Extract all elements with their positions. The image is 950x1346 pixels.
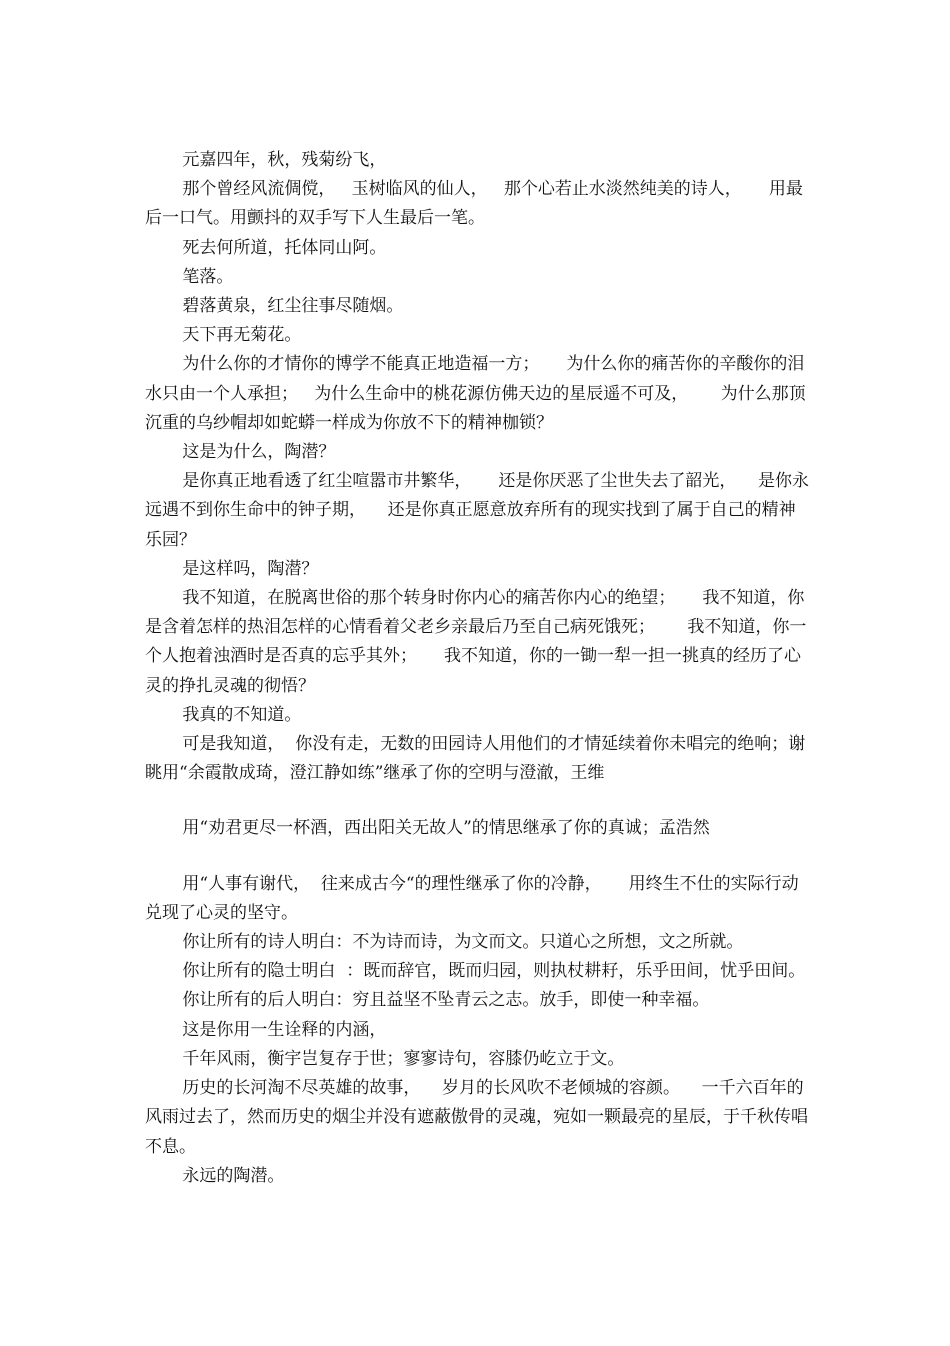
paragraph-7: 为什么你的才情你的博学不能真正地造福一方； 为什么你的痛苦你的辛酸你的泪水只由一个人承担； 为什么生命中的桃花源仿佛天边的星辰遥不可及， 为什么那顶沉重的乌纱帽却如蛇蟒一样成为你放不下的精神枷锁？ <box>145 354 806 433</box>
paragraph-15: 用“人事有谢代， 往来成古今“的理性继承了你的冷静， 用终生不仕的实际行动兑现了心灵的坚守。 <box>145 873 799 923</box>
paragraph-1: 元嘉四年，秋，残菊纷飞， <box>182 150 387 170</box>
paragraph-13: 可是我知道， 你没有走，无数的田园诗人用他们的才情延续着你未唱完的绝响；谢眺用“余霞散成琦，澄江静如练”继承了你的空明与澄澈，王维 <box>145 734 806 784</box>
paragraph-22: 永远的陶潜。 <box>182 1165 285 1186</box>
essay-body <box>145 146 810 1191</box>
paragraph-19: 这是你用一生诠释的内涵， <box>182 1019 387 1040</box>
paragraph-4: 笔落。 <box>182 266 234 287</box>
paragraph-17: 你让所有的隐士明白 ：既而辞官，既而归园，则执杖耕耔，乐乎田间，忧乎田间。 <box>182 961 806 982</box>
paragraph-14: 用“劝君更尽一杯酒，西出阳关无故人”的情思继承了你的真诚；孟浩然 <box>182 818 710 839</box>
paragraph-3: 死去何所道，托体同山阿。 <box>182 237 387 258</box>
paragraph-18: 你让所有的后人明白：穷且益坚不坠青云之志。放手，即使一种幸福。 <box>182 990 710 1011</box>
paragraph-12: 我真的不知道。 <box>182 704 302 725</box>
paragraph-gap <box>145 844 810 870</box>
paragraph-5: 碧落黄泉，红尘往事尽随烟。 <box>182 296 404 317</box>
paragraph-21: 历史的长河淘不尽英雄的故事， 岁月的长风吹不老倾城的容颜。 一千六百年的风雨过去了，然而历史的烟尘并没有遮蔽傲骨的灵魂，宛如一颗最亮的星辰，于千秋传唱不息。 <box>145 1078 808 1157</box>
paragraph-16: 你让所有的诗人明白：不为诗而诗，为文而文。只道心之所想，文之所就。 <box>182 932 744 953</box>
paragraph-6: 天下再无菊花。 <box>182 325 302 346</box>
paragraph-2: 那个曾经风流倜傥， 玉树临风的仙人， 那个心若止水淡然纯美的诗人， 用最后一口气。用颤抖的双手写下人生最后一笔。 <box>145 179 803 229</box>
paragraph-10: 是这样吗，陶潜？ <box>182 558 319 579</box>
paragraph-8: 这是为什么，陶潜？ <box>182 442 336 463</box>
paragraph-11: 我不知道，在脱离世俗的那个转身时你内心的痛苦你内心的绝望； 我不知道，你是含着怎样的热泪怎样的心情看着父老乡亲最后乃至自己病死饿死； 我不知道，你一个人抱着浊酒时是否真的忘乎其外； 我不知道，你的一锄一犁一担一挑真的经历了心灵的挣扎灵魂的彻悟？ <box>145 588 807 696</box>
paragraph-gap <box>145 788 810 814</box>
paragraph-9: 是你真正地看透了红尘喧嚣市井繁华， 还是你厌恶了尘世失去了韶光， 是你永远遇不到你生命中的钟子期， 还是你真正愿意放弃所有的现实找到了属于自己的精神乐园？ <box>145 471 810 550</box>
paragraph-20: 千年风雨，衡宇岂复存于世；寥寥诗句，容膝仍屹立于文。 <box>182 1048 625 1069</box>
